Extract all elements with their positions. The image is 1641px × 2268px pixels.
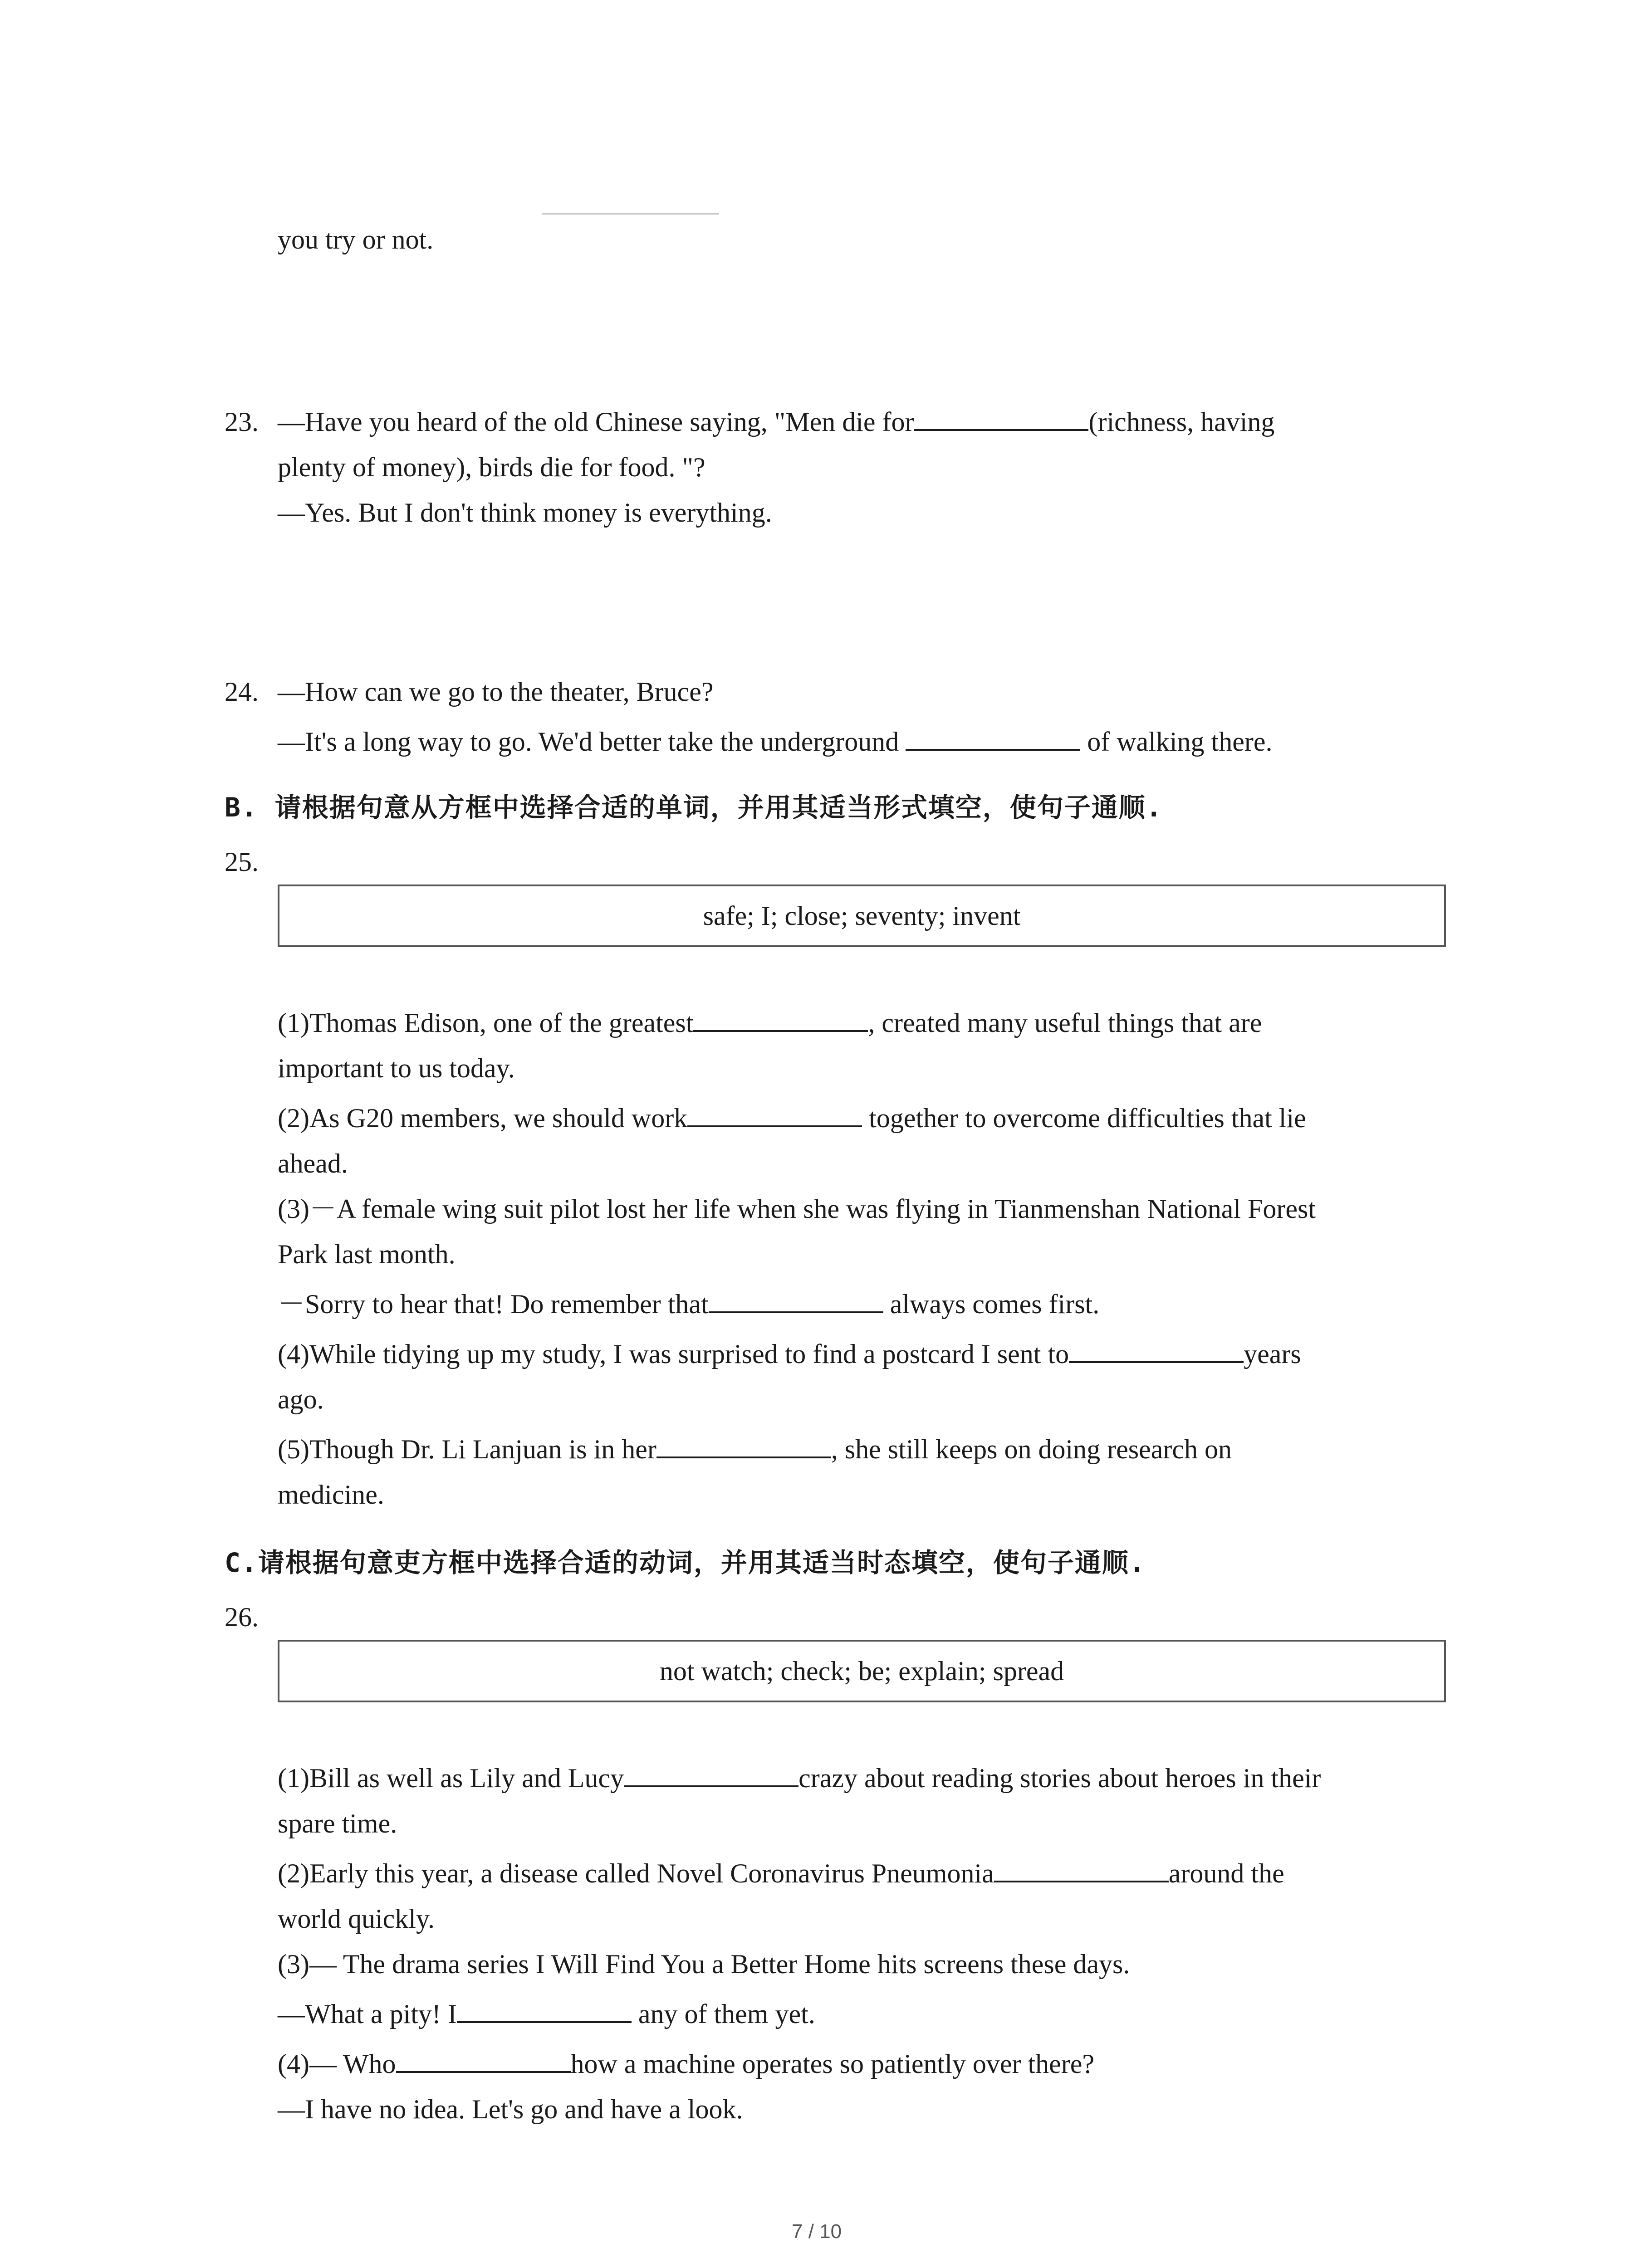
q26-s4-text-b: how a machine operates so patiently over there?	[570, 2049, 1095, 2079]
q26-s4-blank[interactable]	[396, 2043, 571, 2073]
q25-s3-line-2: Park last month.	[278, 1239, 456, 1269]
q26-s1-text-a: (1)Bill as well as Lily and Lucy	[278, 1763, 624, 1793]
q26-s2-line-2: world quickly.	[278, 1904, 435, 1934]
q25-s2-blank[interactable]	[687, 1097, 862, 1127]
q25-s4-line-2: ago.	[278, 1384, 324, 1414]
q25-s2-line-1	[278, 1095, 1306, 1141]
q25-s5-blank[interactable]	[656, 1428, 831, 1458]
q26-s3-text-b: —What a pity! I	[278, 1999, 457, 2029]
q23-number: 23.	[225, 407, 259, 437]
q26-s3-text-c: any of them yet.	[631, 1999, 815, 2029]
q26-s4-line-1	[278, 2041, 1094, 2087]
q26-s2-text-a: (2)Early this year, a disease called Novel Coronavirus Pneumonia	[278, 1858, 994, 1888]
q25-s2-line-2: ahead.	[278, 1149, 348, 1178]
q24-text-b: of walking there.	[1080, 727, 1273, 757]
q23-blank[interactable]	[914, 401, 1088, 431]
q25-s1-line-2: important to us today.	[278, 1053, 515, 1083]
q26-s3-line-1: (3)— The drama series I Will Find You a Better Home hits screens these days.	[278, 1949, 1130, 1979]
q25-s3-line-3	[278, 1281, 1099, 1327]
q26-s2-text-b: around the	[1168, 1858, 1284, 1888]
q26-word-box: not watch; check; be; explain; spread	[278, 1640, 1446, 1702]
q26-s2-line-1	[278, 1851, 1284, 1896]
q25-s4-text-a: (4)While tidying up my study, I was surprised to find a postcard I sent to	[278, 1339, 1069, 1369]
q26-s4-text-a: (4)— Who	[278, 2049, 396, 2079]
q25-s2-text-b: together to overcome difficulties that lie	[862, 1103, 1306, 1133]
q23-line-1	[278, 399, 1274, 445]
q25-s3-blank[interactable]	[709, 1283, 883, 1313]
q26-s1-line-2: spare time.	[278, 1809, 397, 1838]
q25-number: 25.	[225, 847, 259, 877]
q26-number: 26.	[225, 1602, 259, 1632]
q25-s1-text-a: (1)Thomas Edison, one of the greatest	[278, 1008, 694, 1038]
q25-s1-blank[interactable]	[693, 1002, 868, 1032]
q25-s4-blank[interactable]	[1069, 1333, 1244, 1363]
q26-s1-blank[interactable]	[624, 1757, 798, 1787]
q25-s4-line-1	[278, 1331, 1301, 1377]
q25-s2-text-a: (2)As G20 members, we should work	[278, 1103, 688, 1133]
q24-blank[interactable]	[906, 721, 1080, 751]
q25-s3-text-d: always comes first.	[883, 1289, 1100, 1319]
q25-s4-text-b: years	[1244, 1339, 1301, 1369]
faint-rule	[542, 213, 719, 215]
q23-line-2: plenty of money), birds die for food. "?	[278, 452, 705, 482]
q25-s5-text-a: (5)Though Dr. Li Lanjuan is in her	[278, 1434, 656, 1464]
q25-s5-text-b: , she still keeps on doing research on	[831, 1434, 1232, 1464]
q26-s3-blank[interactable]	[457, 1993, 632, 2023]
q26-s1-text-b: crazy about reading stories about heroes in their	[798, 1763, 1321, 1793]
section-c-heading: C.请根据句意吏方框中选择合适的动词，并用其适当时态填空，使句子通顺.	[225, 1547, 1146, 1578]
q26-s3-line-2	[278, 1991, 815, 2037]
q25-s5-line-1	[278, 1427, 1232, 1472]
q24-number: 24.	[225, 677, 259, 707]
q25-s1-text-b: , created many useful things that are	[868, 1008, 1262, 1038]
q26-s2-blank[interactable]	[994, 1853, 1169, 1882]
q25-s5-line-2: medicine.	[278, 1480, 384, 1510]
q23-text-b: (richness, having	[1088, 407, 1275, 437]
page-number: 7 / 10	[792, 2220, 842, 2243]
q23-text-a: —Have you heard of the old Chinese saying, "Men die for	[278, 407, 914, 437]
q24-text-a: —It's a long way to go. We'd better take the underground	[278, 727, 906, 757]
q25-s3-line-1: (3)－A female wing suit pilot lost her life when she was flying in Tianmenshan National Forest	[278, 1194, 1316, 1224]
q24-line-2	[278, 719, 1272, 764]
q25-word-box: safe; I; close; seventy; invent	[278, 885, 1446, 947]
q25-s1-line-1	[278, 1000, 1262, 1046]
section-b-heading: B. 请根据句意从方框中选择合适的单词，并用其适当形式填空，使句子通顺.	[225, 792, 1163, 823]
q24-line-1: —How can we go to the theater, Bruce?	[278, 677, 714, 707]
q25-s3-text-c: －Sorry to hear that! Do remember that	[278, 1289, 709, 1319]
q23-line-3: —Yes. But I don't think money is everything.	[278, 498, 772, 528]
intro-tail: you try or not.	[278, 225, 434, 254]
q26-s1-line-1	[278, 1755, 1321, 1801]
q26-s4-line-2: —I have no idea. Let's go and have a look.	[278, 2094, 743, 2124]
